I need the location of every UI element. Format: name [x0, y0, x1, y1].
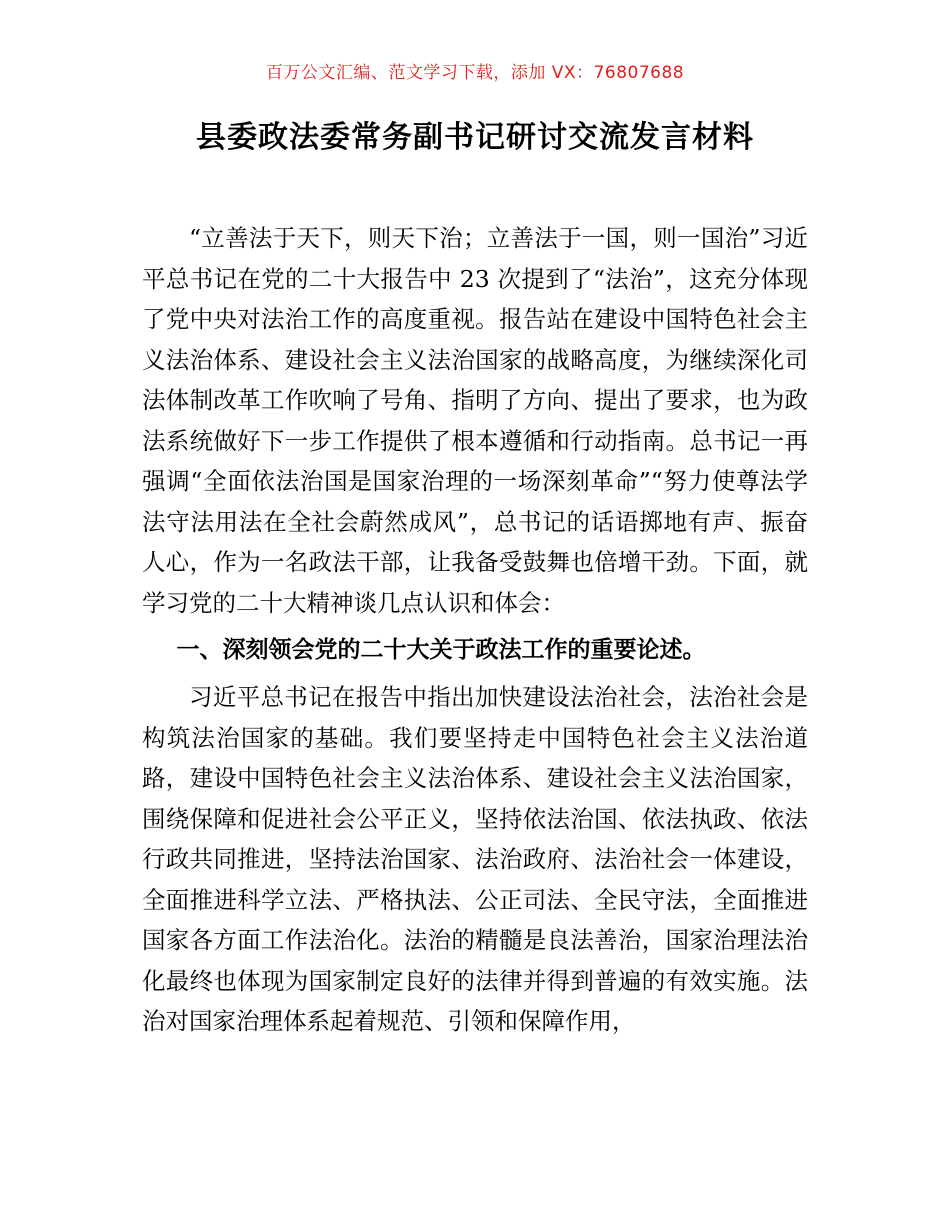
document-title: 县委政法委常务副书记研讨交流发言材料 [196, 120, 754, 155]
section-1-paragraph: 习近平总书记在报告中指出加快建设法治社会，法治社会是构筑法治国家的基础。我们要坚持走中国特色社会主义法治道路，建设中国特色社会主义法治体系、建设社会主义法治国家，围绕保障和促进社会公平正义，坚持依法治国、依法执政、依法行政共同推进，坚持法治国家、法治政府、法治社会一体建设，全面推进科学立法、严格执法、公正司法、全民守法，全面推进国家各方面工作法治化。法治的精髓是良法善治，国家治理法治化最终也体现为国家制定良好的法律并得到普遍的有效实施。法治对国家治理体系起着规范、引领和保障作用， [142, 683, 808, 1035]
intro-paragraph: “立善法于天下，则天下治；立善法于一国，则一国治”习近平总书记在党的二十大报告中 23 次提到了“法治”，这充分体现了党中央对法治工作的高度重视。报告站在建设中国特色社会主义法治体系、建设社会主义法治国家的战略高度，为继续深化司法体制改革工作吹响了号角、指明了方向、提出了要求，也为政法系统做好下一步工作提供了根本遵循和行动指南。总书记一再强调“全面依法治国是国家治理的一场深刻革命”“努力使尊法学法守法用法在全社会蔚然成风”，总书记的话语掷地有声、振奋人心，作为一名政法干部，让我备受鼓舞也倍增干劲。下面，就学习党的二十大精神谈几点认识和体会： [142, 224, 808, 617]
document-body [142, 218, 808, 1042]
section-heading-1: 一、深刻领会党的二十大关于政法工作的重要论述。 [176, 637, 706, 663]
watermark-banner: 百万公文汇编、范文学习下载，添加 VX：76807688 [265, 63, 685, 83]
